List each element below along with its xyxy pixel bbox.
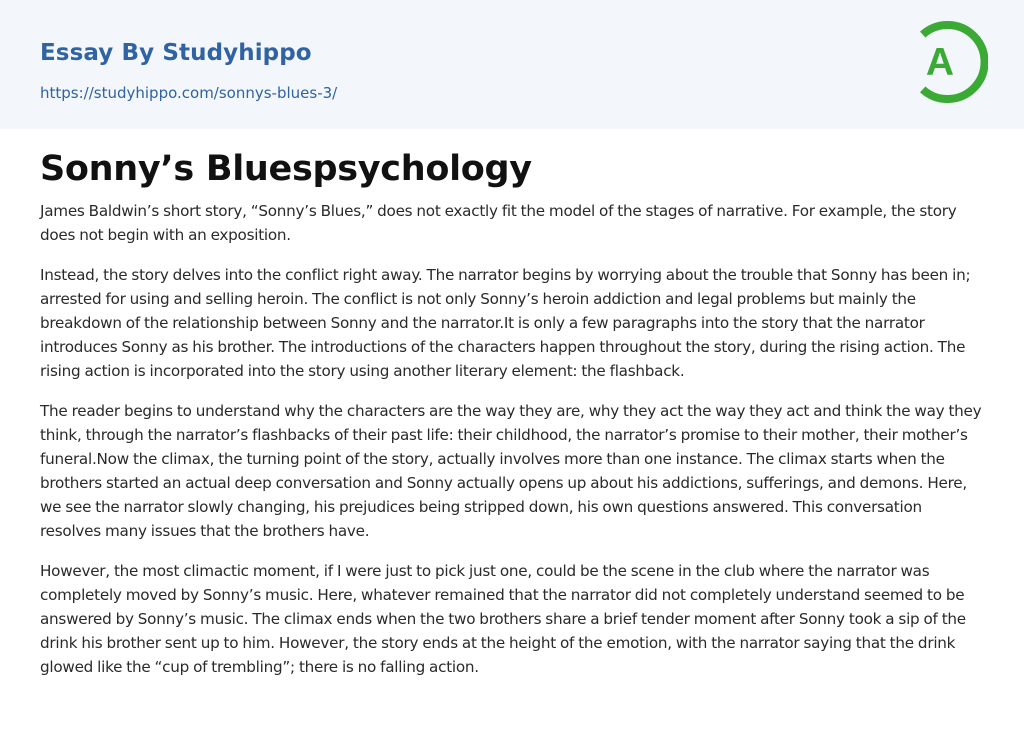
page-header xyxy=(0,0,1024,129)
studyhippo-logo-icon[interactable] xyxy=(910,18,988,106)
article xyxy=(0,129,1024,679)
site-brand[interactable]: Essay By Studyhippo xyxy=(40,40,312,66)
article-paragraph: However, the most climactic moment, if I were just to pick just one, could be the scene in the club where the narrator was completely moved by Sonny’s music. Here, whatever remained that the narrator did not completely understand seemed to be answered by Sonny’s music. The climax ends when the two brothers share a brief tender moment after Sonny took a sip of the drink his brother sent up to him. However, the story ends at the height of the emotion, with the narrator saying that the drink glowed like the “cup of trembling”; there is no falling action. xyxy=(40,562,966,676)
source-url-link[interactable]: https://studyhippo.com/sonnys-blues-3/ xyxy=(40,84,338,102)
logo-letter: A xyxy=(925,41,955,84)
article-paragraph: The reader begins to understand why the characters are the way they are, why they act the way they act and think the way they think, through the narrator’s flashbacks of their past life: their childhood, the narrator’s promise to their mother, their mother’s funeral.Now the climax, the turning point of the story, actually involves more than one instance. The climax starts when the brothers started an actual deep conversation and Sonny actually opens up about his addictions, sufferings, and demons. Here, we see the narrator slowly changing, his prejudices being stripped down, his own questions answered. This conversation resolves many issues that the brothers have. xyxy=(40,402,982,540)
article-paragraph: James Baldwin’s short story, “Sonny’s Blues,” does not exactly fit the model of the stages of narrative. For example, the story does not begin with an exposition. xyxy=(40,202,957,244)
page-title: Sonny’s Bluespsychology xyxy=(40,149,532,189)
article-paragraph: Instead, the story delves into the conflict right away. The narrator begins by worrying about the trouble that Sonny has been in; arrested for using and selling heroin. The conflict is not only Sonny’s heroin addiction and legal problems but mainly the breakdown of the relationship between Sonny and the narrator.It is only a few paragraphs into the story that the narrator introduces Sonny as his brother. The introductions of the characters happen throughout the story, during the rising action. The rising action is incorporated into the story using another literary element: the flashback. xyxy=(40,266,971,380)
